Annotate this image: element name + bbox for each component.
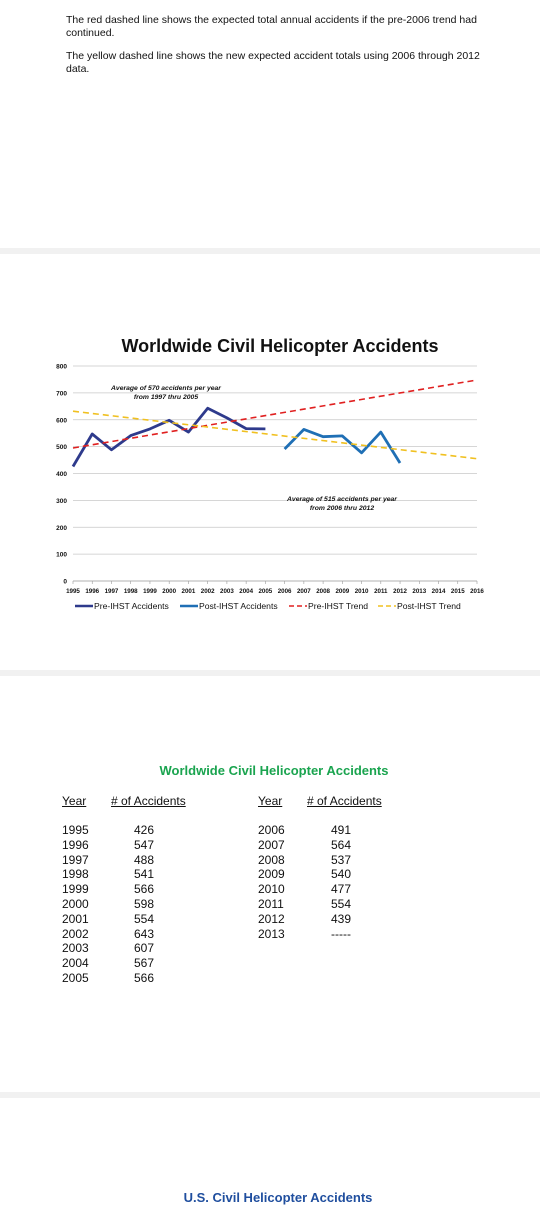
table-count-cell: 554	[134, 911, 155, 926]
table-year-cell: 2005	[62, 970, 89, 985]
x-tick-label: 2007	[296, 588, 311, 595]
y-tick-label: 0	[63, 578, 67, 586]
table-year-cell: 2011	[258, 896, 284, 911]
x-tick-label: 1998	[123, 588, 138, 595]
left-count-column	[134, 823, 154, 986]
legend-label: Pre-IHST Accidents	[94, 601, 169, 611]
table-count-cell: 488	[134, 852, 155, 867]
right-year-column	[258, 823, 285, 941]
table-count-cell: 439	[331, 911, 352, 926]
x-tick-label: 2003	[220, 588, 234, 595]
intro-paragraph-yellow: The yellow dashed line shows the new expected accident totals using 2006 through 2012 data.	[66, 50, 480, 75]
series-line-post-ihst-accidents	[285, 429, 400, 463]
table-year-cell: 1999	[62, 882, 89, 897]
table-count-cell: 426	[134, 823, 155, 837]
section-divider	[0, 670, 540, 676]
table-year-cell: 2006	[258, 823, 285, 837]
x-tick-label: 1997	[104, 588, 119, 595]
x-tick-label: 2010	[354, 588, 369, 595]
left-year-column	[62, 823, 89, 986]
y-tick-label: 200	[56, 524, 67, 532]
x-tick-label: 2013	[412, 588, 427, 595]
table-year-cell: 2004	[62, 956, 89, 971]
table-year-cell: 2008	[258, 852, 285, 867]
table-year-cell: 2010	[258, 882, 285, 897]
y-tick-label: 700	[56, 390, 67, 398]
table-count-cell: 566	[134, 882, 155, 897]
table-year-cell: 1997	[62, 852, 89, 867]
table-count-cell: 547	[134, 837, 155, 852]
x-tick-label: 1996	[85, 588, 100, 595]
table-count-cell: 564	[331, 837, 352, 852]
x-tick-label: 2001	[181, 588, 196, 595]
table-year-cell: 1996	[62, 837, 89, 852]
table-count-cell: 491	[331, 823, 352, 837]
x-tick-label: 1999	[143, 588, 157, 595]
right-count-column	[331, 823, 351, 941]
table-year-cell: 2003	[62, 941, 89, 956]
table-count-cell: 598	[134, 896, 155, 911]
x-tick-label: 2004	[239, 588, 254, 595]
y-tick-label: 800	[56, 363, 67, 371]
section-divider	[0, 248, 540, 254]
table-year-cell: 1995	[62, 823, 89, 837]
table-year-cell: 2012	[258, 911, 285, 926]
table-count-cell: 567	[134, 956, 155, 971]
table-year-cell: 2001	[62, 911, 89, 926]
table-count-cell: 541	[134, 867, 155, 882]
table-count-cell: 554	[331, 896, 352, 911]
chart-annotation: from 1997 thru 2005	[133, 394, 199, 401]
chart-annotation: Average of 570 accidents per year	[111, 385, 221, 392]
x-tick-label: 2006	[277, 588, 292, 595]
bottom-section-title: U.S. Civil Helicopter Accidents	[183, 1190, 373, 1205]
count-header-right: # of Accidents	[307, 794, 382, 808]
table-count-cell: 643	[134, 926, 155, 941]
chart-annotation: Average of 515 accidents per year	[287, 496, 397, 503]
table-year-cell: 2009	[258, 867, 285, 882]
intro-paragraph-red: The red dashed line shows the expected total annual accidents if the pre-2006 trend had continued.	[66, 14, 477, 39]
table-year-cell: 2013	[258, 926, 285, 941]
y-tick-label: 100	[56, 551, 67, 559]
accidents-line-chart	[0, 330, 540, 630]
legend-label: Post-IHST Accidents	[199, 601, 278, 611]
x-tick-label: 2002	[200, 588, 215, 595]
table-year-cell: 2000	[62, 896, 89, 911]
x-tick-label: 2009	[335, 588, 350, 595]
series-line-pre-ihst-accidents	[73, 408, 265, 466]
x-tick-label: 2014	[431, 588, 446, 595]
legend-label: Post-IHST Trend	[397, 601, 461, 611]
count-header-left: # of Accidents	[111, 794, 186, 808]
x-tick-label: 2005	[258, 588, 273, 595]
section-divider	[0, 1092, 540, 1098]
legend-label: Pre-IHST Trend	[308, 601, 369, 611]
x-tick-label: 2012	[393, 588, 407, 595]
chart-title: Worldwide Civil Helicopter Accidents	[121, 336, 439, 356]
table-count-cell: 477	[331, 882, 352, 897]
table-count-cell: 540	[331, 867, 352, 882]
year-header-right: Year	[258, 794, 283, 808]
table-year-cell: 2002	[62, 926, 89, 941]
table-count-cell: 566	[134, 970, 155, 985]
table-year-cell: 1998	[62, 867, 89, 882]
y-tick-label: 400	[56, 471, 67, 478]
year-header-left: Year	[62, 794, 87, 808]
table-count-cell: -----	[331, 926, 351, 941]
table-count-cell: 537	[331, 852, 352, 867]
table-count-cell: 607	[134, 941, 155, 956]
x-tick-label: 2016	[470, 588, 484, 595]
table-year-cell: 2007	[258, 837, 285, 852]
intro-text	[66, 14, 486, 86]
x-tick-label: 2000	[162, 588, 177, 595]
chart-annotation: from 2006 thru 2012	[309, 505, 375, 512]
y-tick-label: 300	[56, 497, 67, 505]
x-tick-label: 2015	[450, 588, 465, 595]
x-tick-label: 1995	[66, 588, 80, 595]
x-tick-label: 2011	[374, 588, 388, 595]
x-tick-label: 2008	[316, 588, 330, 595]
y-tick-label: 500	[56, 444, 67, 452]
table-title: Worldwide Civil Helicopter Accidents	[159, 763, 389, 778]
y-tick-label: 600	[56, 417, 67, 425]
